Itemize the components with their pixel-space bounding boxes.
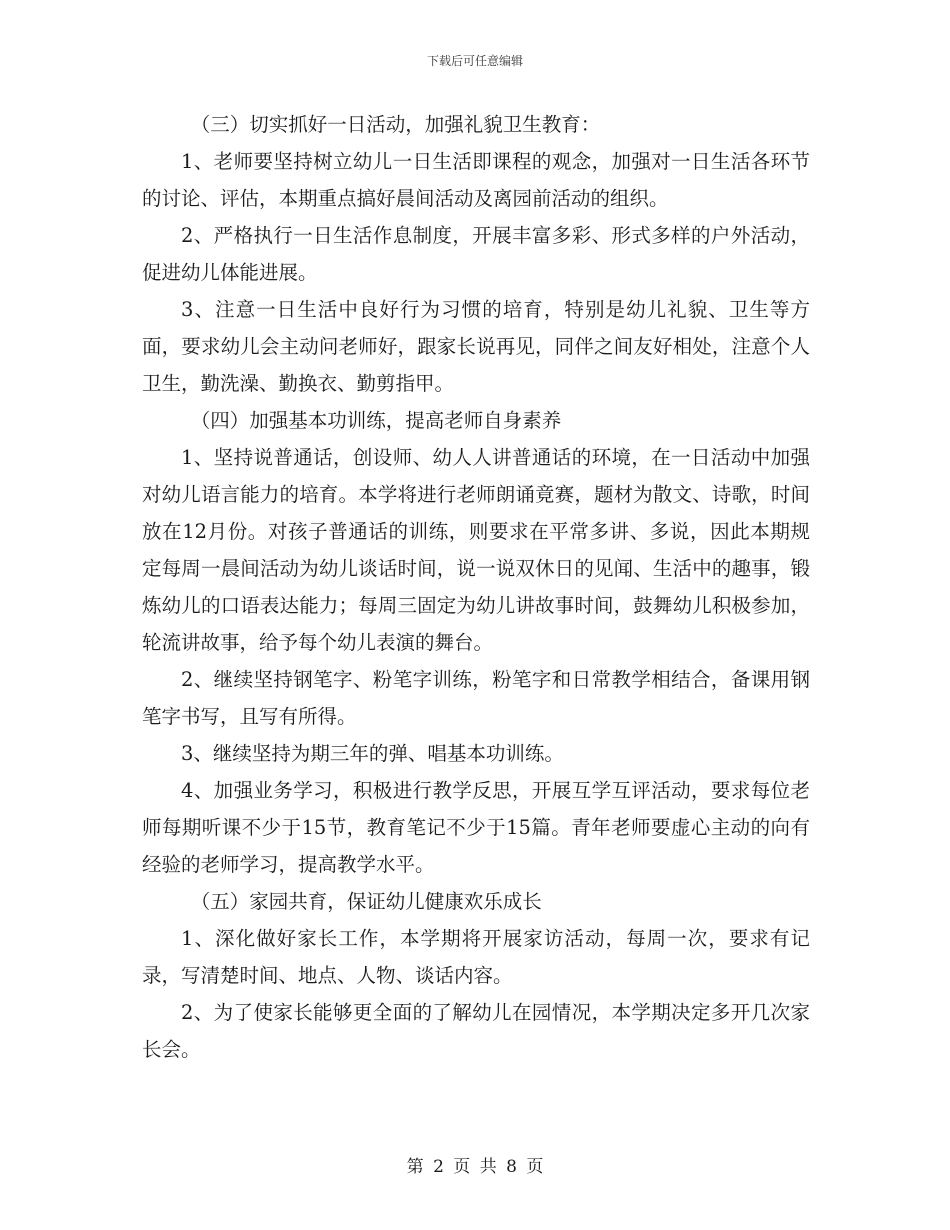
- paragraph: 3、注意一日生活中良好行为习惯的培育，特别是幼儿礼貌、卫生等方面，要求幼儿会主动问老师好，跟家长说再见，同伴之间友好相处，注意个人卫生，勤洗澡、勤换衣、勤剪指甲。: [142, 298, 810, 395]
- page-number-footer: 第 2 页 共 8 页: [406, 1157, 544, 1177]
- paragraph: 1、深化做好家长工作，本学期将开展家访活动，每周一次，要求有记录，写清楚时间、地点、人物、谈话内容。: [142, 927, 810, 987]
- document-body: [142, 106, 810, 1068]
- paragraph: 1、坚持说普通话，创设师、幼人人讲普通话的环境，在一日活动中加强对幼儿语言能力的培育。本学将进行老师朗诵竟赛，题材为散文、诗歌，时间放在12月份。对孩子普通话的训练，则要求在平常多讲、多说，因此本期规定每周一晨间活动为幼儿谈话时间，说一说双休日的见闻、生活中的趣事，锻炼幼儿的口语表达能力；每周三固定为幼儿讲故事时间，鼓舞幼儿积极参加，轮流讲故事，给予每个幼儿表演的舞台。: [142, 446, 810, 654]
- section-heading-5: （五）家园共育，保证幼儿健康欢乐成长: [190, 890, 542, 913]
- paragraph: 1、老师要坚持树立幼儿一日生活即课程的观念，加强对一日生活各环节的讨论、评估，本期重点搞好晨间活动及离园前活动的组织。: [142, 150, 810, 210]
- paragraph: 2、继续坚持钢笔字、粉笔字训练，粉笔字和日常教学相结合，备课用钢笔字书写，且写有所得。: [142, 668, 810, 728]
- paragraph: 2、严格执行一日生活作息制度，开展丰富多彩、形式多样的户外活动，促进幼儿体能进展。: [142, 224, 810, 284]
- section-heading-4: （四）加强基本功训练，提高老师自身素养: [190, 409, 562, 432]
- paragraph: 4、加强业务学习，积极进行教学反思，开展互学互评活动，要求每位老师每期听课不少于15节，教育笔记不少于15篇。青年老师要虚心主动的向有经验的老师学习，提高教学水平。: [142, 779, 810, 876]
- page-header-note: 下载后可任意编辑: [426, 54, 523, 68]
- paragraph: 3、继续坚持为期三年的弹、唱基本功训练。: [181, 742, 564, 765]
- section-heading-3: （三）切实抓好一日活动，加强礼貌卫生教育：: [190, 113, 601, 136]
- paragraph: 2、为了使家长能够更全面的了解幼儿在园情况，本学期决定多开几次家长会。: [142, 1001, 810, 1061]
